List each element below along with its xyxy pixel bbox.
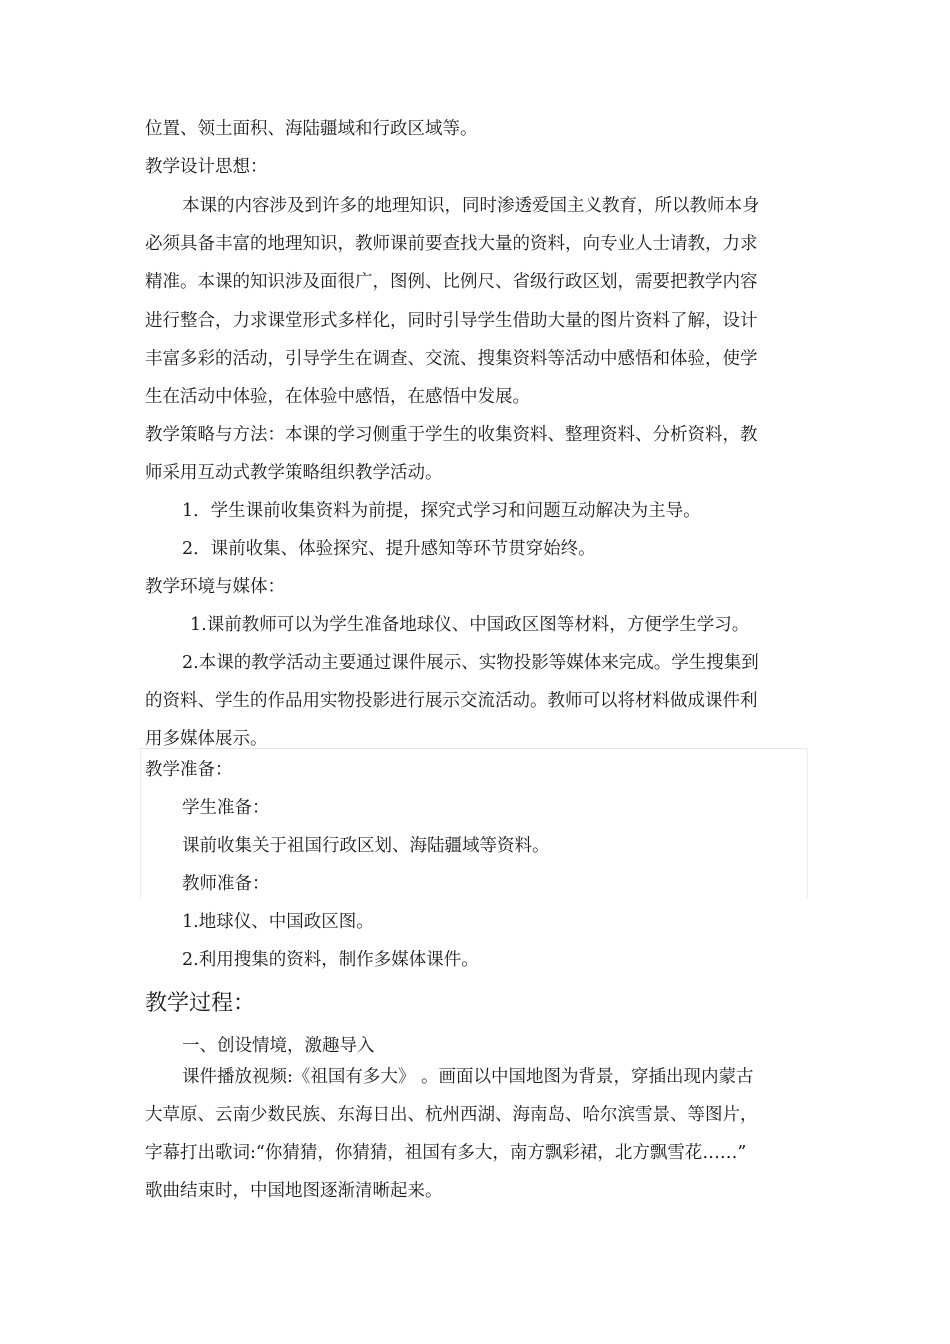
text-line-17: 用多媒体展示。 (145, 729, 268, 749)
section-heading-media: 教学环境与媒体： (145, 577, 285, 597)
text-line-5: 精准。本课的知识涉及面很广，图例、比例尺、省级行政区划，需要把教学内容 (145, 272, 758, 292)
text-line-3: 本课的内容涉及到许多的地理知识，同时渗透爱国主义教育，所以教师本身 (182, 196, 760, 216)
subheading-student-preparation: 学生准备： (182, 798, 270, 818)
text-line-7: 丰富多彩的活动，引导学生在调查、交流、搜集资料等活动中感悟和体验，使学 (145, 349, 758, 369)
text-line-student-preparation: 课前收集关于祖国行政区划、海陆疆域等资料。 (182, 836, 550, 856)
text-line-8: 生在活动中体验，在体验中感悟，在感悟中发展。 (145, 387, 530, 407)
text-line-process-2: 大草原、云南少数民族、东海日出、杭州西湖、海南岛、哈尔滨雪景、等图片， (145, 1105, 758, 1125)
section-heading-preparation: 教学准备： (145, 760, 233, 780)
text-line-process-4: 歌曲结束时，中国地图逐渐清晰起来。 (145, 1181, 443, 1201)
list-item-teacher-1: 1.地球仪、中国政区图。 (182, 912, 374, 932)
list-item-teacher-2: 2.利用搜集的资料，制作多媒体课件。 (182, 950, 479, 970)
list-item-media-2: 2.本课的教学活动主要通过课件展示、实物投影等媒体来完成。学生搜集到 (182, 653, 759, 673)
text-line-1: 位置、领土面积、海陆疆域和行政区域等。 (145, 119, 478, 139)
list-item-strategy-1: 1．学生课前收集资料为前提，探究式学习和问题互动解决为主导。 (182, 501, 701, 521)
section-heading-strategy: 教学策略与方法：本课的学习侧重于学生的收集资料、整理资料、分析资料，教 (145, 425, 758, 445)
section-heading-process: 教学过程： (145, 991, 256, 1016)
text-line-process-3: 字幕打出歌词:“你猜猜，你猜猜，祖国有多大，南方飘彩裙，北方飘雪花……” (145, 1143, 747, 1163)
text-line-16: 的资料、学生的作品用实物投影进行展示交流活动。教师可以将材料做成课件利 (145, 691, 758, 711)
list-item-strategy-2: 2．课前收集、体验探究、提升感知等环节贯穿始终。 (182, 539, 596, 559)
text-line-6: 进行整合，力求课堂形式多样化，同时引导学生借助大量的图片资料了解，设计 (145, 311, 758, 331)
text-line-10: 师采用互动式教学策略组织教学活动。 (145, 463, 443, 483)
subheading-teacher-preparation: 教师准备： (182, 874, 270, 894)
text-line-process-1: 课件播放视频:《祖国有多大》 。画面以中国地图为背景，穿插出现内蒙古 (182, 1067, 754, 1087)
list-item-media-1: 1.课前教师可以为学生准备地球仪、中国政区图等材料，方便学生学习。 (190, 615, 750, 635)
subheading-process-step-1: 一、创设情境，激趣导入 (182, 1036, 375, 1056)
section-heading-design: 教学设计思想： (145, 157, 268, 177)
text-line-4: 必须具备丰富的地理知识，教师课前要查找大量的资料，向专业人士请教，力求 (145, 234, 758, 254)
